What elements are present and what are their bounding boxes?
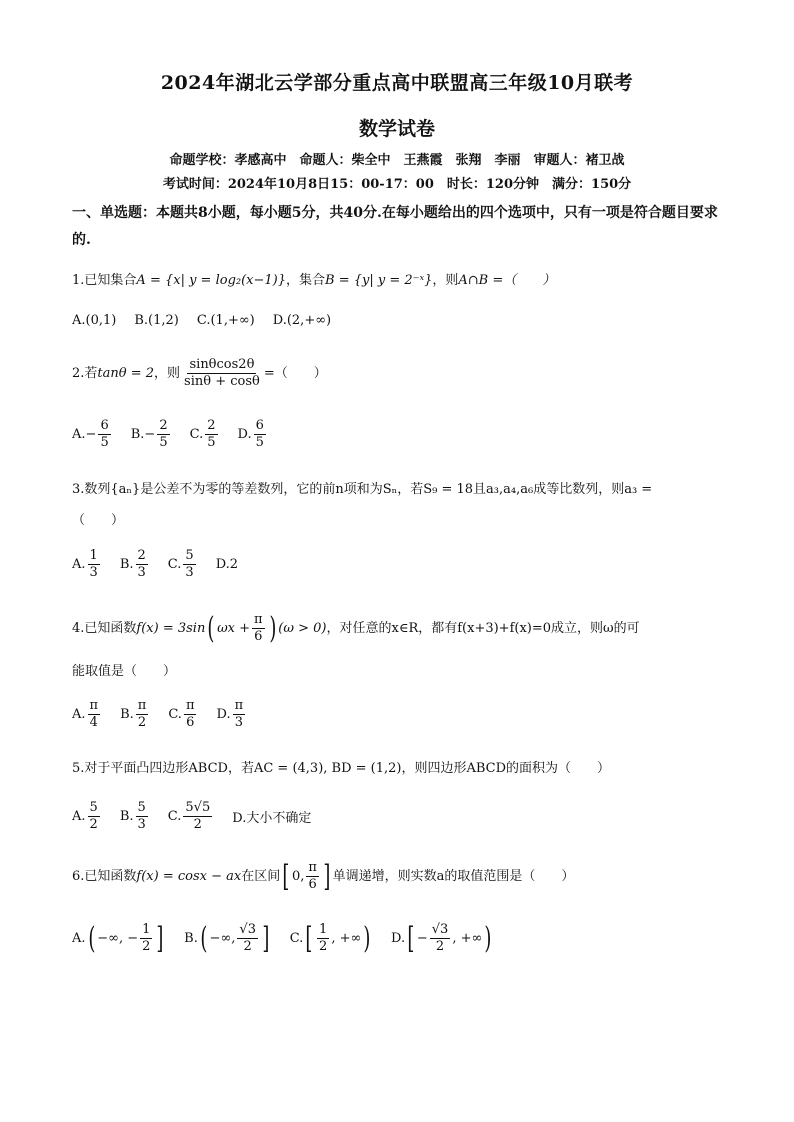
denominator: 2	[142, 939, 151, 954]
numerator: π	[89, 698, 99, 713]
option-label: D.	[216, 707, 231, 722]
question-text: 单调递增，则实数a的取值范围是（ ）	[332, 868, 575, 884]
question-ask: A∩B =（ ）	[458, 273, 556, 288]
option-label: D.	[237, 427, 252, 442]
option-c[interactable]	[290, 922, 373, 955]
option-d[interactable]	[216, 698, 247, 731]
option-c[interactable]	[168, 548, 198, 581]
denominator: 3	[234, 715, 243, 730]
option-label: B.	[184, 931, 198, 946]
left-paren-icon: (	[207, 610, 215, 646]
option-label: D.2	[215, 557, 239, 572]
denominator: 3	[137, 817, 146, 832]
option-label: B.	[130, 427, 145, 442]
denominator: 5	[159, 435, 168, 450]
option-fraction	[254, 418, 266, 451]
numerator: 6	[100, 418, 109, 433]
interval-left: 0,	[291, 868, 305, 884]
bracket-icon: (	[87, 920, 95, 956]
question-number: 5.	[72, 761, 85, 776]
denominator: 2	[319, 939, 328, 954]
question-number: 2.	[72, 365, 85, 381]
option-fraction	[98, 418, 110, 451]
option-c[interactable]: C.(1,+∞)	[196, 313, 255, 328]
option-fraction	[88, 698, 101, 731]
denominator: 3	[185, 565, 194, 580]
option-label: C.	[167, 557, 182, 572]
numerator: 2	[159, 418, 168, 433]
option-d[interactable]: D.(2,+∞)	[272, 313, 332, 328]
function-condition: (ω > 0)	[278, 620, 327, 636]
question-4	[72, 612, 640, 645]
option-fraction	[233, 698, 246, 731]
option-fraction	[88, 800, 100, 833]
numerator: 2	[207, 418, 216, 433]
numerator: 5	[185, 548, 194, 563]
question-4-continued: 能取值是（ ）	[72, 664, 177, 679]
denominator: 2	[243, 939, 252, 954]
question-number: 1.	[72, 273, 85, 288]
exam-subtitle: 数学试卷	[358, 118, 435, 140]
bracket-icon: ]	[262, 920, 270, 956]
sign: −	[144, 427, 156, 442]
options-3	[72, 548, 256, 581]
numerator: 5	[137, 800, 146, 815]
option-label: A.	[72, 931, 86, 946]
denominator: sinθ + cosθ	[184, 374, 260, 389]
interval-right: , +∞	[331, 931, 362, 946]
option-fraction	[136, 800, 148, 833]
denominator: 2	[193, 817, 202, 832]
question-text: 已知集合	[84, 273, 137, 288]
question-text: 若	[84, 365, 98, 381]
numerator: sinθcos2θ	[189, 357, 255, 372]
question-6	[72, 860, 574, 893]
bracket-icon: (	[200, 920, 208, 956]
left-bracket-icon: [	[282, 858, 290, 894]
numerator: 1	[142, 922, 151, 937]
question-text: 已知函数	[84, 868, 137, 884]
option-label: B.	[120, 707, 134, 722]
option-fraction	[237, 922, 258, 955]
option-fraction	[317, 922, 329, 955]
question-number: 6.	[72, 868, 85, 884]
question-2	[72, 357, 327, 390]
option-b[interactable]	[120, 548, 150, 581]
option-label: D.	[391, 931, 406, 946]
numerator: π	[185, 698, 195, 713]
section-heading: 一、单选题：本题共8小题，每小题5分，共40分.在每小题给出的四个选项中，只有一项是符合题目要求的.	[72, 205, 718, 248]
numerator: 1	[89, 548, 98, 563]
numerator: π	[254, 612, 263, 627]
option-d[interactable]	[238, 418, 268, 451]
question-ask: =（ ）	[263, 365, 327, 381]
question-text: ，则	[154, 365, 181, 381]
function: f(x) = 3sin	[136, 620, 206, 636]
condition: tanθ = 2	[97, 365, 155, 381]
option-b[interactable]	[184, 922, 272, 955]
option-d[interactable]	[391, 922, 494, 955]
options-2	[72, 418, 286, 451]
numerator: π	[137, 698, 147, 713]
option-fraction	[136, 698, 149, 731]
numerator: 5√5	[185, 800, 211, 815]
bracket-icon: )	[484, 920, 492, 956]
denominator: 3	[137, 565, 146, 580]
option-a[interactable]	[72, 922, 166, 955]
numerator: 2	[137, 548, 146, 563]
exam-authors: 命题学校：孝感高中 命题人：柴全中 王燕霞 张翔 李丽 审题人：褚卫战	[169, 153, 625, 168]
exam-title: 2024年湖北云学部分重点高中联盟高三年级10月联考	[160, 72, 634, 94]
option-label: C.	[168, 707, 182, 722]
option-label: C.	[167, 809, 182, 824]
denominator: 4	[89, 715, 98, 730]
option-c[interactable]	[168, 698, 198, 731]
denominator: 6	[186, 715, 195, 730]
option-fraction	[136, 548, 148, 581]
numerator: √3	[239, 922, 256, 937]
question-text: 数列{aₙ}是公差不为零的等差数列，它的前n项和为Sₙ，若S₉ = 18且a₃,a₄,a₆成等比数列，则a₃ =	[84, 482, 653, 497]
option-c[interactable]	[190, 418, 220, 451]
option-b[interactable]: B.(1,2)	[134, 313, 179, 328]
denominator: 2	[89, 817, 98, 832]
option-fraction	[183, 548, 195, 581]
options-6	[72, 922, 512, 955]
bracket-icon: )	[363, 920, 371, 956]
denominator: 5	[100, 435, 109, 450]
interval-left: −	[416, 931, 428, 946]
denominator: 2	[137, 715, 147, 730]
option-fraction	[157, 418, 169, 451]
question-5	[72, 759, 610, 779]
denominator: 6	[308, 877, 317, 892]
option-fraction	[184, 698, 197, 731]
question-text: 对于平面凸四边形ABCD，若AC = (4,3), BD = (1,2)，则四边形ABCD的面积为（ ）	[84, 761, 611, 776]
option-label: D.大小不确定	[232, 811, 312, 826]
option-d[interactable]	[232, 807, 311, 826]
pi-fraction	[252, 612, 265, 645]
option-label: A.	[72, 809, 86, 824]
option-a[interactable]	[72, 548, 102, 581]
interval-right: , +∞	[452, 931, 483, 946]
option-c[interactable]	[168, 800, 214, 833]
numerator: π	[234, 698, 244, 713]
numerator: 1	[319, 922, 328, 937]
option-a[interactable]	[72, 698, 102, 731]
options-5	[72, 800, 329, 833]
bracket-icon: [	[407, 920, 415, 956]
question-text: ，则	[432, 273, 459, 288]
option-fraction	[140, 922, 152, 955]
numerator: π	[308, 860, 317, 875]
set-b: B = {y| y = 2⁻ˣ}	[325, 273, 433, 288]
function: f(x) = cosx − ax	[136, 868, 242, 884]
option-label: A.	[72, 707, 86, 722]
bracket-icon: [	[305, 920, 313, 956]
option-fraction	[88, 548, 100, 581]
option-fraction	[183, 800, 212, 833]
options-4	[72, 698, 265, 731]
option-label: C.	[289, 931, 304, 946]
question-number: 4.	[72, 620, 85, 636]
option-d[interactable]	[216, 557, 238, 572]
interval-left: −∞,	[209, 931, 236, 946]
option-b[interactable]	[120, 800, 150, 833]
option-label: A.	[72, 427, 86, 442]
numerator: 6	[255, 418, 264, 433]
interval-left: −∞, −	[97, 931, 139, 946]
option-a[interactable]	[72, 418, 113, 451]
numerator: 5	[89, 800, 98, 815]
option-label: A.	[72, 557, 86, 572]
option-b[interactable]	[131, 418, 172, 451]
option-a[interactable]: A.(0,1)	[72, 313, 117, 328]
question-text: 在区间	[241, 868, 281, 884]
numerator: √3	[431, 922, 449, 937]
option-label: C.	[189, 427, 204, 442]
option-label: B.	[119, 809, 134, 824]
bracket-icon: ]	[156, 920, 164, 956]
question-text: 已知函数	[84, 620, 137, 636]
set-a: A = {x| y = log₂(x−1)}	[136, 273, 287, 288]
option-fraction	[430, 922, 451, 955]
denominator: 3	[89, 565, 98, 580]
option-label: B.	[119, 557, 134, 572]
option-fraction	[205, 418, 217, 451]
exam-time-info: 考试时间：2024年10月8日15：00-17：00 时长：120分钟 满分：150分	[162, 177, 632, 192]
right-paren-icon: )	[268, 610, 276, 646]
options-1	[72, 313, 349, 328]
question-3-continued: （ ）	[72, 513, 125, 528]
right-bracket-icon: ]	[323, 858, 331, 894]
question-text: ，对任意的x∈R，都有f(x+3)+f(x)=0成立，则ω的可	[326, 620, 640, 636]
option-b[interactable]	[120, 698, 150, 731]
denominator: 5	[207, 435, 216, 450]
sign: −	[85, 427, 97, 442]
question-number: 3.	[72, 482, 85, 497]
pi-fraction	[306, 860, 319, 893]
denominator: 5	[255, 435, 264, 450]
question-3	[72, 480, 652, 500]
expression-fraction	[182, 357, 262, 390]
denominator: 6	[254, 629, 263, 644]
function-arg: ωx +	[217, 620, 251, 636]
question-text: ，集合	[286, 273, 326, 288]
option-a[interactable]	[72, 800, 102, 833]
denominator: 2	[435, 939, 445, 954]
question-1	[72, 271, 555, 291]
